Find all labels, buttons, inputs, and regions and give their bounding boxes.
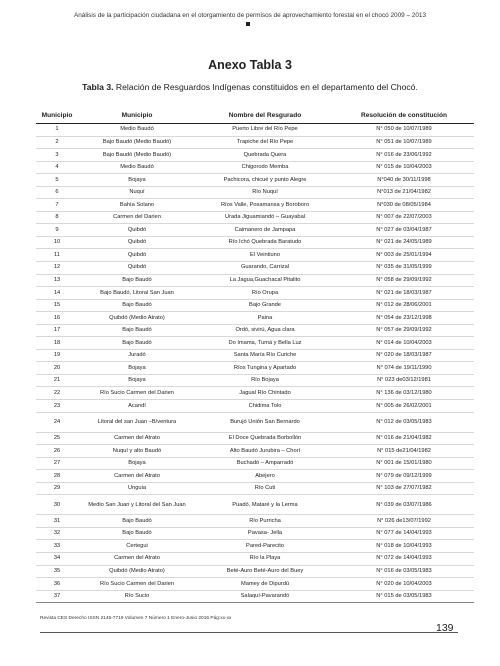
table-row [36,199,474,212]
cell-resolucion: N° 020 de 10/04/2003 [334,578,474,591]
table-row [36,387,474,400]
cell-resguardo-name: Pavasa- Jella [196,527,334,540]
cell-resguardo-name: Paina [196,312,334,325]
cell-resguardo-name: El Doce Quebrada Borbollón [196,432,334,445]
cell-resguardo-name: Río la Playa [196,552,334,565]
cell-resolucion: N° 079 de 09/12/1999 [334,470,474,483]
table-body [36,124,474,603]
cell-municipio: Acandí [78,400,196,413]
cell-resolucion: N° 054 de 23/12/1998 [334,312,474,325]
cell-number: 34 [36,552,78,565]
cell-resolucion: N° 074 de 19/11/1990 [334,362,474,375]
cell-number: 26 [36,445,78,458]
cell-resguardo-name: Beté-Auro Beté-Auro del Buey [196,565,334,578]
cell-number: 15 [36,299,78,312]
cell-number: 1 [36,124,78,137]
cell-municipio: Carmen del Atrato [78,432,196,445]
cell-number: 19 [36,349,78,362]
cell-resolucion: N° 021 de 18/03/1987 [334,287,474,300]
cell-municipio: Quibdó [78,262,196,275]
cell-municipio: Certegui [78,540,196,553]
table-row [36,149,474,162]
table-row [36,249,474,262]
cell-municipio: Carmen del Atrato [78,552,196,565]
cell-municipio: Nuquí [78,186,196,199]
cell-resolucion: N° 020 de 18/03/1987 [334,349,474,362]
cell-number: 12 [36,262,78,275]
cell-resguardo-name: Mamey de Dipurdú [196,578,334,591]
cell-municipio: Quibdó [78,249,196,262]
cell-resolucion: N°030 de 08/05/1984 [334,199,474,212]
cell-number: 18 [36,337,78,350]
cell-municipio: Quibdó [78,224,196,237]
cell-number: 13 [36,274,78,287]
cell-resolucion: N° 014 de 10/04/2003 [334,337,474,350]
cell-number: 9 [36,224,78,237]
cell-resguardo-name: Bajo Grande [196,299,334,312]
cell-municipio: Bajo Baudó [78,337,196,350]
cell-municipio: Bojaya [78,174,196,187]
cell-resolucion: N° 016 de 03/05/1983 [334,565,474,578]
cell-number: 8 [36,211,78,224]
table-row [36,161,474,174]
cell-resguardo-name: Caimanero de Jampapa [196,224,334,237]
table-row [36,136,474,149]
table-row [36,324,474,337]
running-header: Análisis de la participación ciudadana en el otorgamiento de permisos de aprovechamiento forestal en el chocó 2009 – 2013 [73,12,427,19]
footer-citation: Revista CES Derecho ISSN 2145-7719 Volumen 7 Número 1 Enero-Junio 2016 Pág:xx-xx [40,616,232,621]
cell-resguardo-name: Jagual Río Chintado [196,387,334,400]
cell-resolucion: N° 026 de13/07/1992 [334,515,474,528]
table-row [36,515,474,528]
cell-resolucion: N° 103 de 27/07/1982 [334,482,474,495]
cell-number: 33 [36,540,78,553]
table-row [36,457,474,470]
column-header-municipio-number: Municipio [36,109,78,124]
cell-resguardo-name: Río Ichó Quebrada Baratudo [196,236,334,249]
cell-municipio: Bajo Baudó [78,515,196,528]
cell-number: 7 [36,199,78,212]
table-row [36,540,474,553]
table-row [36,174,474,187]
cell-municipio: Juradó [78,349,196,362]
cell-resguardo-name: Puerto Libre del Río Pepe [196,124,334,137]
table-row [36,236,474,249]
cell-resguardo-name: Abejero [196,470,334,483]
cell-resolucion: N° 005 de 26/02/2001 [334,400,474,413]
cell-resguardo-name: Trapiche del Río Pepe [196,136,334,149]
cell-resguardo-name: Río Nuquí [196,186,334,199]
cell-resguardo-name: Alto Baudó Jurubira – Chorí [196,445,334,458]
cell-number: 6 [36,186,78,199]
table-row [36,432,474,445]
table-row [36,412,474,432]
cell-resolucion: N° 018 de 10/04/1993 [334,540,474,553]
table-row [36,274,474,287]
cell-number: 31 [36,515,78,528]
table-row [36,262,474,275]
table-row [36,590,474,603]
cell-number: 29 [36,482,78,495]
table-row [36,362,474,375]
cell-number: 3 [36,149,78,162]
cell-resguardo-name: Chidima Tolo [196,400,334,413]
cell-municipio: Nuquí y alto Baudó [78,445,196,458]
table-row [36,470,474,483]
cell-number: 28 [36,470,78,483]
table-row [36,565,474,578]
cell-municipio: Río Sucio Carmen del Darien [78,578,196,591]
cell-resguardo-name: Burujó Unión San Bernardo [196,412,334,432]
cell-municipio: Carmen del Atrato [78,470,196,483]
cell-municipio: Bajo Baudó [78,274,196,287]
cell-resolucion: N° 136 de 03/12/1980 [334,387,474,400]
cell-resolucion: N° 001 de 15/01/1980 [334,457,474,470]
cell-resolucion: N°040 de 30/11/1998 [334,174,474,187]
cell-municipio: Quibdó (Medio Atrato) [78,312,196,325]
caption-label: Tabla 3. [82,82,114,92]
table-row [36,482,474,495]
cell-resolucion: N° 058 de 29/09/1992 [334,274,474,287]
table-row [36,374,474,387]
cell-resolucion: N° 007 de 22/07/2003 [334,211,474,224]
table-row [36,400,474,413]
cell-number: 21 [36,374,78,387]
cell-resolucion: N° 015 de21/04/1982 [334,445,474,458]
cell-municipio: Río Sucio [78,590,196,603]
cell-municipio: Bajo Baudó [78,299,196,312]
cell-resolucion: N° 035 de 31/05/1999 [334,262,474,275]
cell-number: 27 [36,457,78,470]
cell-resolucion: N° 015 de 10/04/2003 [334,161,474,174]
cell-resguardo-name: Río Cuti [196,482,334,495]
cell-resguardo-name: Chigorodo Memba [196,161,334,174]
cell-resguardo-name: Ríos Tungina y Apartado [196,362,334,375]
cell-resolucion: N° 016 de 21/04/1982 [334,432,474,445]
cell-municipio: Quibdó (Medio Atrato) [78,565,196,578]
table-row [36,224,474,237]
cell-number: 24 [36,412,78,432]
table-header-row [36,109,474,124]
table-row [36,186,474,199]
column-header-resolucion: Resolución de constitución [334,109,474,124]
cell-municipio: Bojaya [78,374,196,387]
cell-resolucion: N° 051 de 10/07/1989 [334,136,474,149]
table-row [36,312,474,325]
cell-resolucion: N° 021 de 24/05/1989 [334,236,474,249]
cell-resolucion: N° 012 de 03/05/1983 [334,412,474,432]
cell-number: 2 [36,136,78,149]
cell-municipio: Carmen del Darien [78,211,196,224]
cell-municipio: Bajo Baudó, Litoral San Juan [78,287,196,300]
cell-municipio: Medio Baudó [78,161,196,174]
cell-resguardo-name: Río Orupa [196,287,334,300]
header-square-mark [246,22,250,26]
cell-resolucion: N° 077 de 14/04/1993 [334,527,474,540]
cell-municipio: Unguia [78,482,196,495]
cell-number: 30 [36,495,78,515]
table-row [36,445,474,458]
cell-number: 10 [36,236,78,249]
cell-resguardo-name: El Veintiuno [196,249,334,262]
cell-municipio: Bojaya [78,362,196,375]
cell-resolucion: N° 057 de 29/09/1992 [334,324,474,337]
cell-resguardo-name: Ordó, sivirú, Agua clara [196,324,334,337]
cell-resguardo-name: Santa María Río Curiche [196,349,334,362]
table-row [36,124,474,137]
table-caption [0,82,500,92]
table-row [36,578,474,591]
cell-resguardo-name: Urada Jiguamiandó – Guayabal [196,211,334,224]
cell-number: 22 [36,387,78,400]
cell-municipio: Quibdó [78,236,196,249]
column-header-resguardo-name: Nombre del Resgurado [196,109,334,124]
cell-resolucion: N° 003 de 25/01/1994 [334,249,474,262]
cell-resguardo-name: Río Purricha [196,515,334,528]
resguardos-table [36,109,474,603]
cell-resolucion: N° 015 de 03/05/1983 [334,590,474,603]
cell-municipio: Bojaya [78,457,196,470]
cell-number: 20 [36,362,78,375]
cell-resguardo-name: La Jagua,Guachacal Pitalito [196,274,334,287]
cell-number: 35 [36,565,78,578]
cell-resolucion: N° 050 de 10/07/1989 [334,124,474,137]
cell-resolucion: N° 023 de03/12/1981 [334,374,474,387]
page-number: 139 [436,622,454,634]
cell-number: 5 [36,174,78,187]
cell-number: 36 [36,578,78,591]
cell-resolucion: N° 072 de 14/04/1993 [334,552,474,565]
cell-municipio: Bajo Baudó (Medio Baudó) [78,149,196,162]
table-row [36,287,474,300]
table-row [36,299,474,312]
cell-number: 23 [36,400,78,413]
cell-resolucion: N°013 de 21/04/1982 [334,186,474,199]
cell-resguardo-name: Salaquí-Pavarandó [196,590,334,603]
cell-municipio: Río Sucio Carmen del Darien [78,387,196,400]
cell-number: 14 [36,287,78,300]
cell-number: 37 [36,590,78,603]
cell-resolucion: N° 039 de 03/07/1986 [334,495,474,515]
cell-number: 4 [36,161,78,174]
cell-resguardo-name: Puadó, Mataré y la Lerma [196,495,334,515]
cell-municipio: Medio San Juan y Litoral del San Juan [78,495,196,515]
table-row [36,349,474,362]
cell-number: 25 [36,432,78,445]
table-row [36,495,474,515]
cell-number: 11 [36,249,78,262]
cell-municipio: Medio Baudó [78,124,196,137]
cell-resguardo-name: Pared-Parecito [196,540,334,553]
cell-municipio: Bajo Baudó [78,527,196,540]
cell-number: 16 [36,312,78,325]
column-header-municipio: Municipio [78,109,196,124]
cell-municipio: Bajo Baudó (Medio Baudó) [78,136,196,149]
annex-title: Anexo Tabla 3 [208,58,292,72]
cell-number: 17 [36,324,78,337]
cell-resguardo-name: Río Bojaya [196,374,334,387]
table-row [36,211,474,224]
table-row [36,337,474,350]
table-row [36,527,474,540]
cell-resolucion: N° 012 de 28/06/2001 [334,299,474,312]
cell-municipio: Bahía Solano [78,199,196,212]
caption-text: Relación de Resguardos Indígenas constituidos en el departamento del Chocó. [113,82,418,92]
cell-resolucion: N° 016 de 23/06/1992 [334,149,474,162]
cell-resguardo-name: Quebrada Quera [196,149,334,162]
table-row [36,552,474,565]
cell-resguardo-name: Ríos Valle, Posamansa y Boroboro [196,199,334,212]
cell-resguardo-name: Guarando, Carrizal [196,262,334,275]
cell-municipio: Bajo Baudó [78,324,196,337]
cell-resolucion: N° 027 de 03/04/1987 [334,224,474,237]
cell-resguardo-name: Do Imama, Tumá y Bella Luz [196,337,334,350]
footer-rule [40,632,458,633]
cell-resguardo-name: Pachicora, chicué y punto Alegre [196,174,334,187]
cell-municipio: Litoral del san Juan –B/ventura [78,412,196,432]
cell-number: 32 [36,527,78,540]
cell-resguardo-name: Buchadó – Amparradó [196,457,334,470]
